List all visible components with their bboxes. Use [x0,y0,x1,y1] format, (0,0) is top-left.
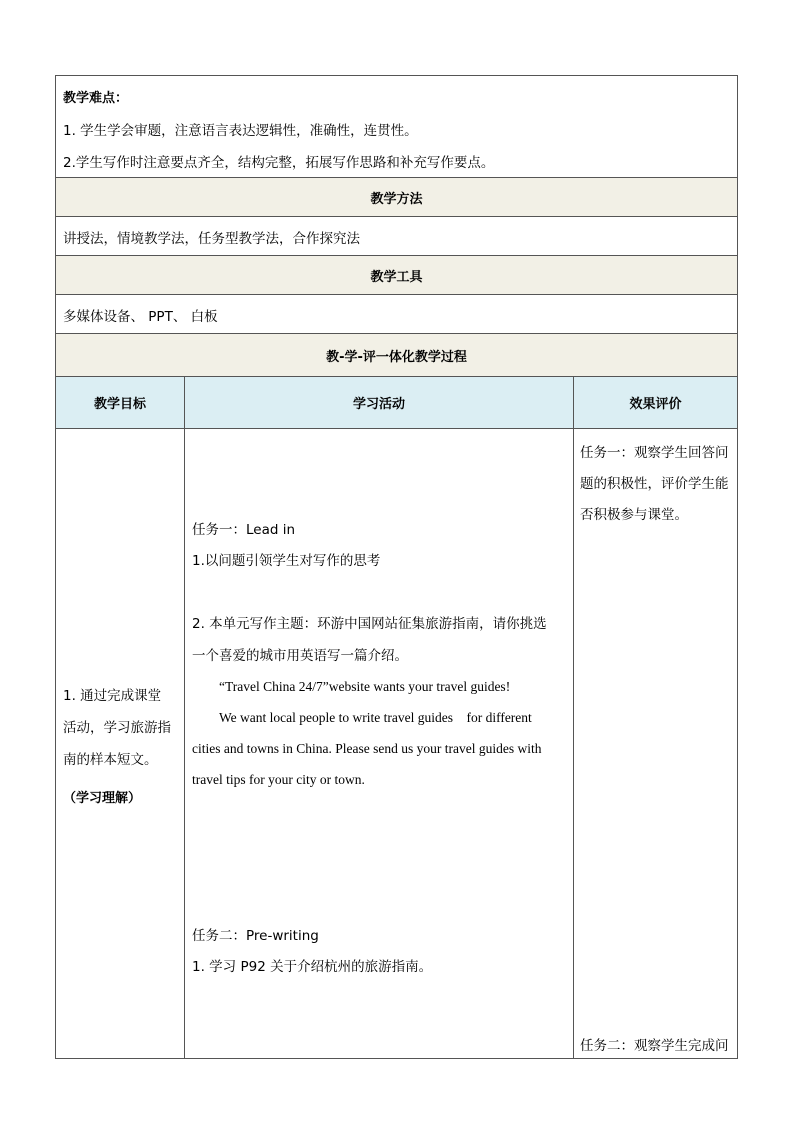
tools-header: 教学工具 [55,255,738,294]
difficulty-section [55,75,738,177]
evaluation-task1-line-3: 否积极参与课堂。 [580,507,688,523]
objective-line-2: 活动，学习旅游指 [63,720,171,736]
activities-cell [185,429,574,1058]
difficulty-item-2: 2.学生写作时注意要点齐全，结构完整，拓展写作思路和补充写作要点。 [63,155,495,171]
methods-header: 教学方法 [55,177,738,216]
evaluation-task2-line-1: 任务二：观察学生完成问 [580,1038,729,1054]
lesson-plan-table [55,75,738,1059]
objective-line-3: 南的样本短文。 [63,752,158,768]
evaluation-task1-line-1: 任务一：观察学生回答问 [580,445,729,461]
methods-content: 讲授法，情境教学法，任务型教学法，合作探究法 [55,216,738,255]
column-objective: 教学目标 [56,377,185,428]
task2-item-1: 1. 学习 P92 关于介绍杭州的旅游指南。 [192,959,433,975]
task1-item-2-line-1: 2. 本单元写作主题：环游中国网站征集旅游指南，请你挑选 [192,616,547,632]
objective-cell [56,429,185,1058]
paragraph-line-2: cities and towns in China. Please send us your travel guides with [192,741,542,756]
task2-title: 任务二：Pre-writing [192,928,319,944]
objective-line-1: 1. 通过完成课堂 [63,688,162,704]
task1-item-1: 1.以问题引领学生对写作的思考 [192,553,381,569]
process-body-row [55,428,738,1059]
process-column-headers [55,376,738,428]
task1-title: 任务一：Lead in [192,522,296,538]
difficulty-title: 教学难点： [63,91,129,106]
tools-content: 多媒体设备、 PPT、 白板 [55,294,738,333]
evaluation-cell [574,429,737,1058]
process-header: 教-学-评一体化教学过程 [55,333,738,376]
quote-line: “Travel China 24/7”website wants your travel guides! [219,679,511,694]
paragraph-line-3: travel tips for your city or town. [192,772,365,787]
column-evaluation: 效果评价 [629,397,682,412]
column-activities: 学习活动 [185,377,574,428]
objective-tag: （学习理解） [63,791,142,806]
task1-item-2-line-2: 一个喜爱的城市用英语写一篇介绍。 [192,648,408,664]
paragraph-line-1: We want local people to write travel guides for different [219,710,532,725]
evaluation-task1-line-2: 题的积极性，评价学生能 [580,476,729,492]
difficulty-item-1: 1. 学生学会审题，注意语言表达逻辑性，准确性，连贯性。 [63,123,418,139]
